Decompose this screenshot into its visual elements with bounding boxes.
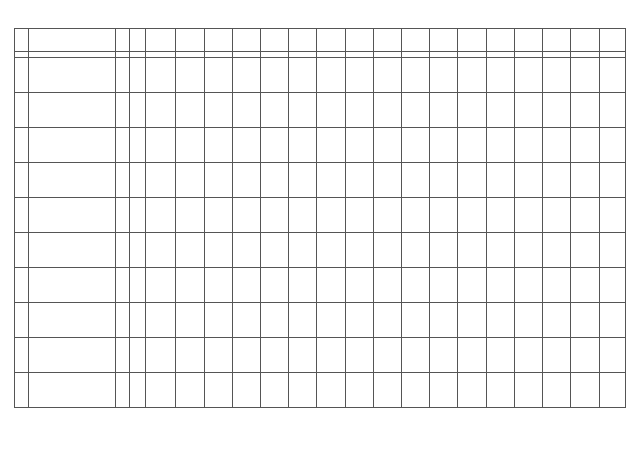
table-cell-col-9 <box>260 268 288 303</box>
table-cell-col-20 <box>571 303 599 338</box>
table-cell-col-11 <box>317 268 345 303</box>
table-cell-col-5 <box>146 233 176 268</box>
table-cell-col-10 <box>289 128 317 163</box>
table-cell-col-21 <box>599 338 625 373</box>
table-cell-col-5 <box>146 58 176 93</box>
table-row <box>15 198 626 233</box>
table-cell-col-9 <box>260 128 288 163</box>
table-cell-col-2 <box>29 198 116 233</box>
table-cell-col-14 <box>402 373 430 408</box>
table-cell-col-3 <box>115 373 129 408</box>
header-row <box>15 29 626 52</box>
table-cell-col-13 <box>373 128 401 163</box>
table-cell-col-14 <box>402 303 430 338</box>
table-cell-col-4 <box>129 373 145 408</box>
table-cell-col-7 <box>204 338 232 373</box>
table-cell-col-18 <box>514 303 542 338</box>
table-cell-col-1 <box>15 268 29 303</box>
table-cell-col-9 <box>260 373 288 408</box>
table-cell-col-6 <box>176 373 204 408</box>
table-cell-col-13 <box>373 233 401 268</box>
column-header-4 <box>129 29 145 52</box>
table-cell-col-5 <box>146 93 176 128</box>
table-body <box>15 58 626 408</box>
table-cell-col-18 <box>514 198 542 233</box>
table-cell-col-5 <box>146 303 176 338</box>
column-header-14 <box>402 29 430 52</box>
table-cell-col-4 <box>129 303 145 338</box>
table-cell-col-4 <box>129 128 145 163</box>
table-cell-col-14 <box>402 58 430 93</box>
table-cell-col-15 <box>430 163 458 198</box>
table-row <box>15 93 626 128</box>
table-cell-col-7 <box>204 198 232 233</box>
table-cell-col-5 <box>146 268 176 303</box>
table-cell-col-3 <box>115 338 129 373</box>
table-cell-col-17 <box>486 373 514 408</box>
table-cell-col-14 <box>402 268 430 303</box>
table-cell-col-13 <box>373 93 401 128</box>
table-cell-col-10 <box>289 373 317 408</box>
table-cell-col-4 <box>129 268 145 303</box>
table-cell-col-19 <box>543 303 571 338</box>
column-header-16 <box>458 29 486 52</box>
table-cell-col-10 <box>289 198 317 233</box>
column-header-9 <box>260 29 288 52</box>
table-cell-col-11 <box>317 198 345 233</box>
table-cell-col-9 <box>260 58 288 93</box>
table-cell-col-14 <box>402 128 430 163</box>
table-cell-col-1 <box>15 338 29 373</box>
table-cell-col-16 <box>458 93 486 128</box>
table-cell-col-4 <box>129 338 145 373</box>
table-cell-col-8 <box>232 128 260 163</box>
column-header-21 <box>599 29 625 52</box>
table-cell-col-12 <box>345 93 373 128</box>
table-cell-col-13 <box>373 58 401 93</box>
table-cell-col-7 <box>204 93 232 128</box>
budget-table-sheet <box>14 28 626 408</box>
table-cell-col-16 <box>458 198 486 233</box>
table-cell-col-12 <box>345 373 373 408</box>
table-cell-col-3 <box>115 93 129 128</box>
table-cell-col-2 <box>29 58 116 93</box>
column-header-2 <box>29 29 116 52</box>
table-cell-col-8 <box>232 338 260 373</box>
table-cell-col-20 <box>571 128 599 163</box>
table-cell-col-20 <box>571 268 599 303</box>
table-cell-col-9 <box>260 303 288 338</box>
table-cell-col-21 <box>599 128 625 163</box>
table-cell-col-11 <box>317 128 345 163</box>
table-cell-col-14 <box>402 233 430 268</box>
table-cell-col-7 <box>204 163 232 198</box>
table-cell-col-15 <box>430 93 458 128</box>
table-cell-col-17 <box>486 338 514 373</box>
table-cell-col-4 <box>129 163 145 198</box>
table-cell-col-13 <box>373 268 401 303</box>
table-cell-col-11 <box>317 93 345 128</box>
table-row <box>15 373 626 408</box>
table-cell-col-17 <box>486 198 514 233</box>
table-cell-col-14 <box>402 338 430 373</box>
table-cell-col-16 <box>458 58 486 93</box>
table-cell-col-9 <box>260 93 288 128</box>
table-cell-col-7 <box>204 233 232 268</box>
table-cell-col-5 <box>146 163 176 198</box>
table-cell-col-17 <box>486 268 514 303</box>
table-cell-col-6 <box>176 303 204 338</box>
table-cell-col-2 <box>29 303 116 338</box>
table-cell-col-18 <box>514 338 542 373</box>
table-cell-col-18 <box>514 268 542 303</box>
table-cell-col-2 <box>29 268 116 303</box>
table-cell-col-15 <box>430 373 458 408</box>
table-cell-col-17 <box>486 58 514 93</box>
table-cell-col-7 <box>204 58 232 93</box>
table-cell-col-19 <box>543 338 571 373</box>
table-cell-col-12 <box>345 58 373 93</box>
table-cell-col-13 <box>373 373 401 408</box>
table-cell-col-19 <box>543 268 571 303</box>
table-cell-col-8 <box>232 268 260 303</box>
table-cell-col-6 <box>176 58 204 93</box>
table-cell-col-8 <box>232 303 260 338</box>
table-cell-col-18 <box>514 58 542 93</box>
column-header-7 <box>204 29 232 52</box>
table-cell-col-3 <box>115 268 129 303</box>
table-cell-col-21 <box>599 58 625 93</box>
table-cell-col-11 <box>317 163 345 198</box>
table-cell-col-1 <box>15 93 29 128</box>
table-cell-col-15 <box>430 303 458 338</box>
table-cell-col-9 <box>260 198 288 233</box>
table-cell-col-15 <box>430 233 458 268</box>
table-cell-col-2 <box>29 93 116 128</box>
table-cell-col-4 <box>129 233 145 268</box>
table-cell-col-5 <box>146 198 176 233</box>
table-cell-col-7 <box>204 303 232 338</box>
table-cell-col-14 <box>402 163 430 198</box>
table-cell-col-11 <box>317 233 345 268</box>
table-cell-col-15 <box>430 268 458 303</box>
table-cell-col-10 <box>289 93 317 128</box>
table-cell-col-1 <box>15 58 29 93</box>
table-cell-col-1 <box>15 373 29 408</box>
table-cell-col-12 <box>345 128 373 163</box>
table-cell-col-20 <box>571 338 599 373</box>
table-cell-col-16 <box>458 233 486 268</box>
table-cell-col-9 <box>260 163 288 198</box>
table-cell-col-1 <box>15 198 29 233</box>
table-cell-col-16 <box>458 338 486 373</box>
table-cell-col-2 <box>29 373 116 408</box>
column-header-18 <box>514 29 542 52</box>
budget-table <box>14 28 626 408</box>
table-cell-col-19 <box>543 198 571 233</box>
table-row <box>15 338 626 373</box>
table-cell-col-9 <box>260 233 288 268</box>
table-cell-col-20 <box>571 93 599 128</box>
column-header-10 <box>289 29 317 52</box>
table-cell-col-12 <box>345 163 373 198</box>
table-cell-col-3 <box>115 198 129 233</box>
table-cell-col-20 <box>571 233 599 268</box>
table-cell-col-10 <box>289 233 317 268</box>
table-cell-col-10 <box>289 303 317 338</box>
table-cell-col-8 <box>232 58 260 93</box>
table-cell-col-1 <box>15 128 29 163</box>
table-cell-col-8 <box>232 373 260 408</box>
column-header-6 <box>176 29 204 52</box>
column-header-11 <box>317 29 345 52</box>
table-cell-col-17 <box>486 233 514 268</box>
table-cell-col-4 <box>129 198 145 233</box>
table-cell-col-16 <box>458 128 486 163</box>
table-cell-col-21 <box>599 233 625 268</box>
table-cell-col-21 <box>599 268 625 303</box>
column-header-20 <box>571 29 599 52</box>
table-cell-col-15 <box>430 128 458 163</box>
table-cell-col-17 <box>486 128 514 163</box>
table-cell-col-13 <box>373 163 401 198</box>
table-cell-col-15 <box>430 58 458 93</box>
table-row <box>15 128 626 163</box>
table-cell-col-18 <box>514 233 542 268</box>
table-cell-col-6 <box>176 198 204 233</box>
table-cell-col-6 <box>176 268 204 303</box>
table-cell-col-10 <box>289 58 317 93</box>
table-cell-col-5 <box>146 373 176 408</box>
table-cell-col-3 <box>115 233 129 268</box>
table-row <box>15 233 626 268</box>
table-cell-col-20 <box>571 198 599 233</box>
table-cell-col-16 <box>458 268 486 303</box>
table-cell-col-15 <box>430 198 458 233</box>
table-cell-col-13 <box>373 303 401 338</box>
table-cell-col-13 <box>373 198 401 233</box>
column-header-15 <box>430 29 458 52</box>
table-cell-col-2 <box>29 128 116 163</box>
table-cell-col-3 <box>115 163 129 198</box>
table-cell-col-8 <box>232 93 260 128</box>
table-cell-col-14 <box>402 198 430 233</box>
table-cell-col-16 <box>458 303 486 338</box>
table-cell-col-15 <box>430 338 458 373</box>
table-cell-col-17 <box>486 163 514 198</box>
table-cell-col-19 <box>543 93 571 128</box>
table-row <box>15 303 626 338</box>
table-cell-col-1 <box>15 163 29 198</box>
table-cell-col-12 <box>345 268 373 303</box>
table-cell-col-3 <box>115 58 129 93</box>
column-header-13 <box>373 29 401 52</box>
table-cell-col-1 <box>15 303 29 338</box>
table-cell-col-5 <box>146 338 176 373</box>
table-cell-col-9 <box>260 338 288 373</box>
table-cell-col-11 <box>317 303 345 338</box>
table-cell-col-21 <box>599 303 625 338</box>
table-cell-col-6 <box>176 163 204 198</box>
table-cell-col-18 <box>514 93 542 128</box>
table-row <box>15 58 626 93</box>
table-cell-col-6 <box>176 93 204 128</box>
table-cell-col-19 <box>543 58 571 93</box>
table-cell-col-1 <box>15 233 29 268</box>
table-cell-col-16 <box>458 373 486 408</box>
table-cell-col-19 <box>543 373 571 408</box>
table-cell-col-3 <box>115 303 129 338</box>
table-cell-col-6 <box>176 338 204 373</box>
column-header-1 <box>15 29 29 52</box>
table-cell-col-21 <box>599 198 625 233</box>
column-header-5 <box>146 29 176 52</box>
table-cell-col-12 <box>345 233 373 268</box>
table-cell-col-7 <box>204 268 232 303</box>
table-row <box>15 163 626 198</box>
table-cell-col-8 <box>232 198 260 233</box>
table-cell-col-8 <box>232 163 260 198</box>
column-header-17 <box>486 29 514 52</box>
table-cell-col-20 <box>571 163 599 198</box>
table-cell-col-19 <box>543 128 571 163</box>
table-cell-col-20 <box>571 373 599 408</box>
table-cell-col-11 <box>317 338 345 373</box>
table-cell-col-19 <box>543 163 571 198</box>
table-cell-col-21 <box>599 93 625 128</box>
table-cell-col-18 <box>514 373 542 408</box>
table-cell-col-10 <box>289 268 317 303</box>
table-cell-col-3 <box>115 128 129 163</box>
column-header-12 <box>345 29 373 52</box>
table-cell-col-6 <box>176 233 204 268</box>
table-cell-col-12 <box>345 198 373 233</box>
table-cell-col-2 <box>29 338 116 373</box>
table-cell-col-11 <box>317 58 345 93</box>
table-cell-col-11 <box>317 373 345 408</box>
column-header-19 <box>543 29 571 52</box>
table-cell-col-10 <box>289 163 317 198</box>
table-cell-col-21 <box>599 373 625 408</box>
table-cell-col-12 <box>345 338 373 373</box>
table-cell-col-2 <box>29 233 116 268</box>
table-cell-col-7 <box>204 373 232 408</box>
table-cell-col-8 <box>232 233 260 268</box>
table-cell-col-17 <box>486 93 514 128</box>
table-cell-col-18 <box>514 128 542 163</box>
table-cell-col-12 <box>345 303 373 338</box>
table-cell-col-4 <box>129 93 145 128</box>
table-cell-col-18 <box>514 163 542 198</box>
table-cell-col-5 <box>146 128 176 163</box>
table-cell-col-17 <box>486 303 514 338</box>
table-cell-col-19 <box>543 233 571 268</box>
table-cell-col-20 <box>571 58 599 93</box>
table-cell-col-6 <box>176 128 204 163</box>
column-header-8 <box>232 29 260 52</box>
table-cell-col-14 <box>402 93 430 128</box>
table-cell-col-16 <box>458 163 486 198</box>
table-cell-col-10 <box>289 338 317 373</box>
column-header-3 <box>115 29 129 52</box>
table-cell-col-13 <box>373 338 401 373</box>
table-row <box>15 268 626 303</box>
table-cell-col-4 <box>129 58 145 93</box>
table-cell-col-7 <box>204 128 232 163</box>
table-cell-col-2 <box>29 163 116 198</box>
table-cell-col-21 <box>599 163 625 198</box>
